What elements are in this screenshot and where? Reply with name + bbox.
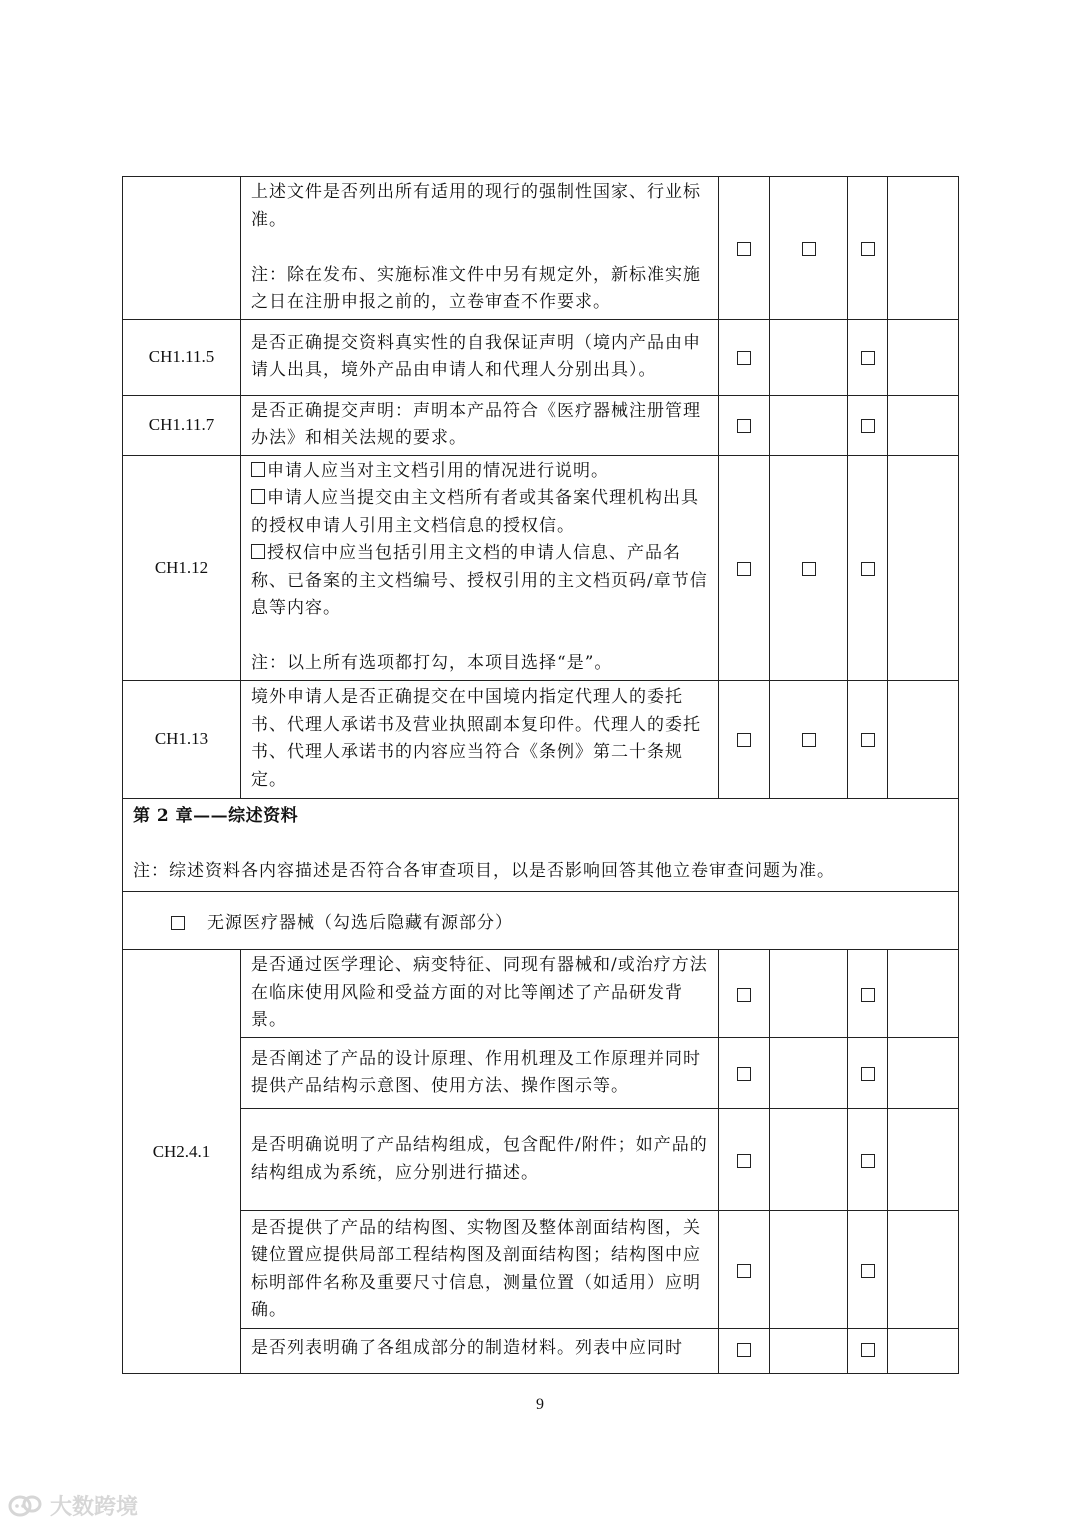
item-id-cell: CH1.11.5 [123, 319, 241, 395]
review-checklist-table [122, 176, 959, 1374]
item-description: 申请人应当对主文档引用的情况进行说明。 申请人应当提交由主文档所有者或其备案代理机构出具的授权申请人引用主文档信息的授权信。 授权信中应当包括引用主文档的申请人信息、产品名称、已备案的主文档编号、授权引用的主文档页码/章节信息等内容。 注：以上所有选项都打勾，本项目选择“是”。 [241, 455, 719, 680]
watermark [8, 1490, 138, 1521]
page-number: 9 [536, 1396, 544, 1413]
checkbox-na[interactable] [861, 1264, 875, 1278]
option-label: 无源医疗器械（勾选后隐藏有源部分） [207, 913, 513, 933]
checkbox-yes[interactable] [737, 419, 751, 433]
checkbox-na[interactable] [861, 1343, 875, 1357]
checkbox-na[interactable] [861, 351, 875, 365]
checkbox-yes[interactable] [737, 1264, 751, 1278]
checkbox-na[interactable] [861, 1154, 875, 1168]
item-id-cell: CH1.12 [123, 455, 241, 680]
checkbox-no[interactable] [802, 733, 816, 747]
checkbox-na[interactable] [861, 562, 875, 576]
checkbox-yes[interactable] [737, 733, 751, 747]
table-row [123, 177, 959, 320]
table-row [123, 680, 959, 798]
sub-checkbox[interactable] [251, 544, 265, 559]
sub-checkbox[interactable] [251, 462, 265, 477]
checkbox-na[interactable] [861, 988, 875, 1002]
remarks-cell[interactable] [888, 395, 959, 455]
option-row [123, 892, 959, 950]
item-id-cell: CH1.13 [123, 680, 241, 798]
checkbox-yes[interactable] [737, 242, 751, 256]
chapter-heading-row [123, 798, 959, 892]
item-description: 是否明确说明了产品结构组成，包含配件/附件；如产品的结构组成为系统，应分别进行描述。 [241, 1109, 719, 1211]
remarks-cell[interactable] [888, 455, 959, 680]
remarks-cell[interactable] [888, 1329, 959, 1374]
remarks-cell[interactable] [888, 680, 959, 798]
table-row [123, 395, 959, 455]
chapter-heading [123, 798, 959, 892]
chapter-note: 注：综述资料各内容描述是否符合各审查项目，以是否影响回答其他立卷审查问题为准。 [133, 860, 835, 881]
table-row [123, 1329, 959, 1374]
table-row [123, 1038, 959, 1109]
checkbox-na[interactable] [861, 419, 875, 433]
remarks-cell[interactable] [888, 177, 959, 320]
checkbox-na[interactable] [861, 733, 875, 747]
item-description: 是否正确提交声明：声明本产品符合《医疗器械注册管理办法》和相关法规的要求。 [241, 395, 719, 455]
checkbox-yes[interactable] [737, 1067, 751, 1081]
remarks-cell[interactable] [888, 319, 959, 395]
table-row [123, 950, 959, 1038]
table-row [123, 1109, 959, 1211]
checkbox-yes[interactable] [737, 562, 751, 576]
item-description: 境外申请人是否正确提交在中国境内指定代理人的委托书、代理人承诺书及营业执照副本复印件。代理人的委托书、代理人承诺书的内容应当符合《条例》第二十条规定。 [241, 680, 719, 798]
item-description: 是否提供了产品的结构图、实物图及整体剖面结构图，关键位置应提供局部工程结构图及剖面结构图；结构图中应标明部件名称及重要尺寸信息，测量位置（如适用）应明确。 [241, 1211, 719, 1329]
item-description: 上述文件是否列出所有适用的现行的强制性国家、行业标准。 注：除在发布、实施标准文件中另有规定外，新标准实施之日在注册申报之前的，立卷审查不作要求。 [241, 177, 719, 320]
checkbox-no[interactable] [802, 562, 816, 576]
item-description: 是否列表明确了各组成部分的制造材料。列表中应同时 [241, 1329, 719, 1374]
checkbox-na[interactable] [861, 1067, 875, 1081]
table-row [123, 319, 959, 395]
checkbox-yes[interactable] [737, 1154, 751, 1168]
item-description: 是否正确提交资料真实性的自我保证声明（境内产品由申请人出具，境外产品由申请人和代理人分别出具）。 [241, 319, 719, 395]
checkbox-yes[interactable] [737, 351, 751, 365]
item-description: 是否通过医学理论、病变特征、同现有器械和/或治疗方法在临床使用风险和受益方面的对比等阐述了产品研发背景。 [241, 950, 719, 1038]
checkbox-yes[interactable] [737, 988, 751, 1002]
remarks-cell[interactable] [888, 1038, 959, 1109]
sub-checkbox[interactable] [251, 489, 265, 504]
checkbox-yes[interactable] [737, 1343, 751, 1357]
remarks-cell[interactable] [888, 950, 959, 1038]
remarks-cell[interactable] [888, 1109, 959, 1211]
item-id-cell: CH1.11.7 [123, 395, 241, 455]
item-id-cell [123, 177, 241, 320]
passive-device-option [123, 892, 959, 950]
checkbox-no[interactable] [802, 242, 816, 256]
item-id-cell: CH2.4.1 [123, 950, 241, 1374]
passive-device-checkbox[interactable] [171, 916, 185, 930]
table-row [123, 455, 959, 680]
watermark-text: 大数跨境 [50, 1495, 139, 1520]
remarks-cell[interactable] [888, 1211, 959, 1329]
table-row [123, 1211, 959, 1329]
checkbox-na[interactable] [861, 242, 875, 256]
item-description: 是否阐述了产品的设计原理、作用机理及工作原理并同时提供产品结构示意图、使用方法、操作图示等。 [241, 1038, 719, 1109]
watermark-logo-icon [8, 1493, 42, 1519]
chapter-title: 第 2 章——综述资料 [133, 805, 299, 826]
